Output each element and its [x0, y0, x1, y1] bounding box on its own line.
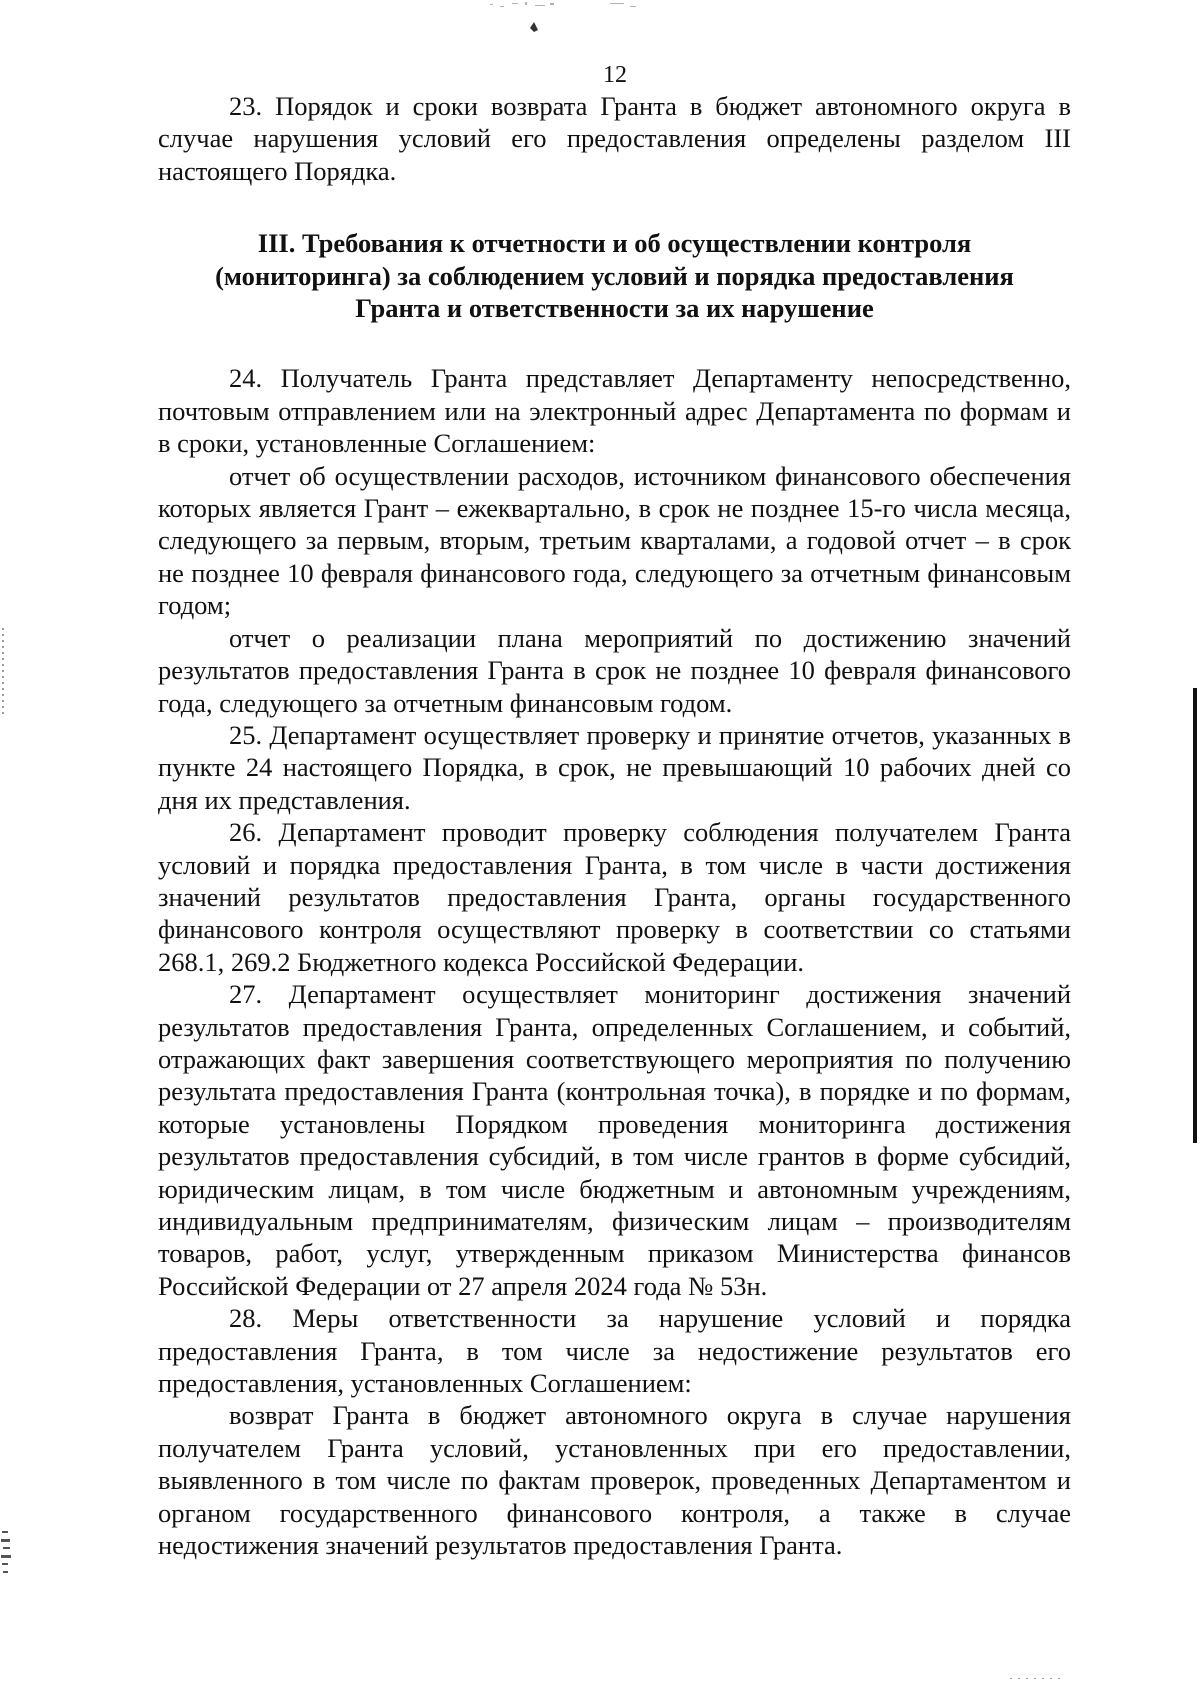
scan-artifact-bottom [1010, 1672, 1130, 1686]
paragraph-28: 28. Меры ответственности за нарушение условий и порядка предоставления Гранта, в том числе за недостижение результатов его предоставления, установленных Соглашением: [158, 1303, 1071, 1399]
document-body [158, 90, 1071, 1561]
section-heading [158, 227, 1071, 324]
paragraph-24-expense-report: отчет об осуществлении расходов, источником финансового обеспечения которых является Грант – ежеквартально, в срок не позднее 15-го числа месяца, следующего за первым, вторым, третьим кварталами, а годовой отчет – в срок не позднее 10 февраля финансового года, следующего за отчетным финансовым годом; [158, 460, 1071, 621]
paragraph-24-plan-report: отчет о реализации плана мероприятий по достижению значений результатов предоставления Гранта в срок не позднее 10 февраля финансового года, следующего за отчетным финансовым годом. [158, 622, 1071, 718]
scan-artifact-right-bar [1193, 688, 1197, 1143]
section-heading-line-2: (мониторинга) за соблюдением условий и порядка предоставления [215, 260, 1014, 291]
paragraph-23: 23. Порядок и сроки возврата Гранта в бюджет автономного округа в случае нарушения условий его предоставления определены разделом III настоящего Порядка. [158, 91, 1071, 186]
scan-artifact-left-edge [0, 1525, 14, 1585]
paragraph-24: 24. Получатель Гранта представляет Департаменту непосредственно, почтовым отправлением или на электронный адрес Департамента по формам и в сроки, установленные Соглашением: [158, 363, 1071, 459]
paragraph-26: 26. Департамент проводит проверку соблюдения получателем Гранта условий и порядка предоставления Гранта, в том числе в части достижения значений результатов предоставления Гранта, органы государственного финансового контроля осуществляют проверку в соответствии со статьями 268.1, 269.2 Бюджетного кодекса Российской Федерации. [158, 817, 1071, 977]
paragraph-28-refund: возврат Гранта в бюджет автономного округа в случае нарушения получателем Гранта условий, установленных при его предоставлении, выявленного в том числе по фактам проверок, проведенных Департаментом и органом государственного финансового контроля, а также в случае недостижения значений результатов предоставления Гранта. [158, 1400, 1071, 1561]
page-number: 12 [603, 62, 627, 88]
scan-artifact-left-margin [2, 628, 4, 718]
section-heading-line-1: III. Требования к отчетности и об осуществлении контроля [257, 228, 972, 259]
paragraph-25: 25. Департамент осуществляет проверку и принятие отчетов, указанных в пункте 24 настоящего Порядка, в срок, не превышающий 10 рабочих дней со дня их представления. [158, 719, 1071, 815]
section-heading-line-3: Гранта и ответственности за их нарушение [355, 293, 874, 324]
scan-artifact-top [490, 0, 690, 40]
paragraph-27: 27. Департамент осуществляет мониторинг достижения значений результатов предоставления Гранта, определенных Соглашением, и событий, отражающих факт завершения соответствующего мероприятия по получению результата предоставления Гранта (контрольная точка), в порядке и по формам, которые установлены Порядком проведения мониторинга достижения результатов предоставления субсидий, в том числе грантов в форме субсидий, юридическим лицам, в том числе бюджетным и автономным учреждениям, индивидуальным предпринимателям, физическим лицам – производителям товаров, работ, услуг, утвержденным приказом Министерства финансов Российской Федерации от 27 апреля 2024 года № 53н. [158, 979, 1071, 1301]
